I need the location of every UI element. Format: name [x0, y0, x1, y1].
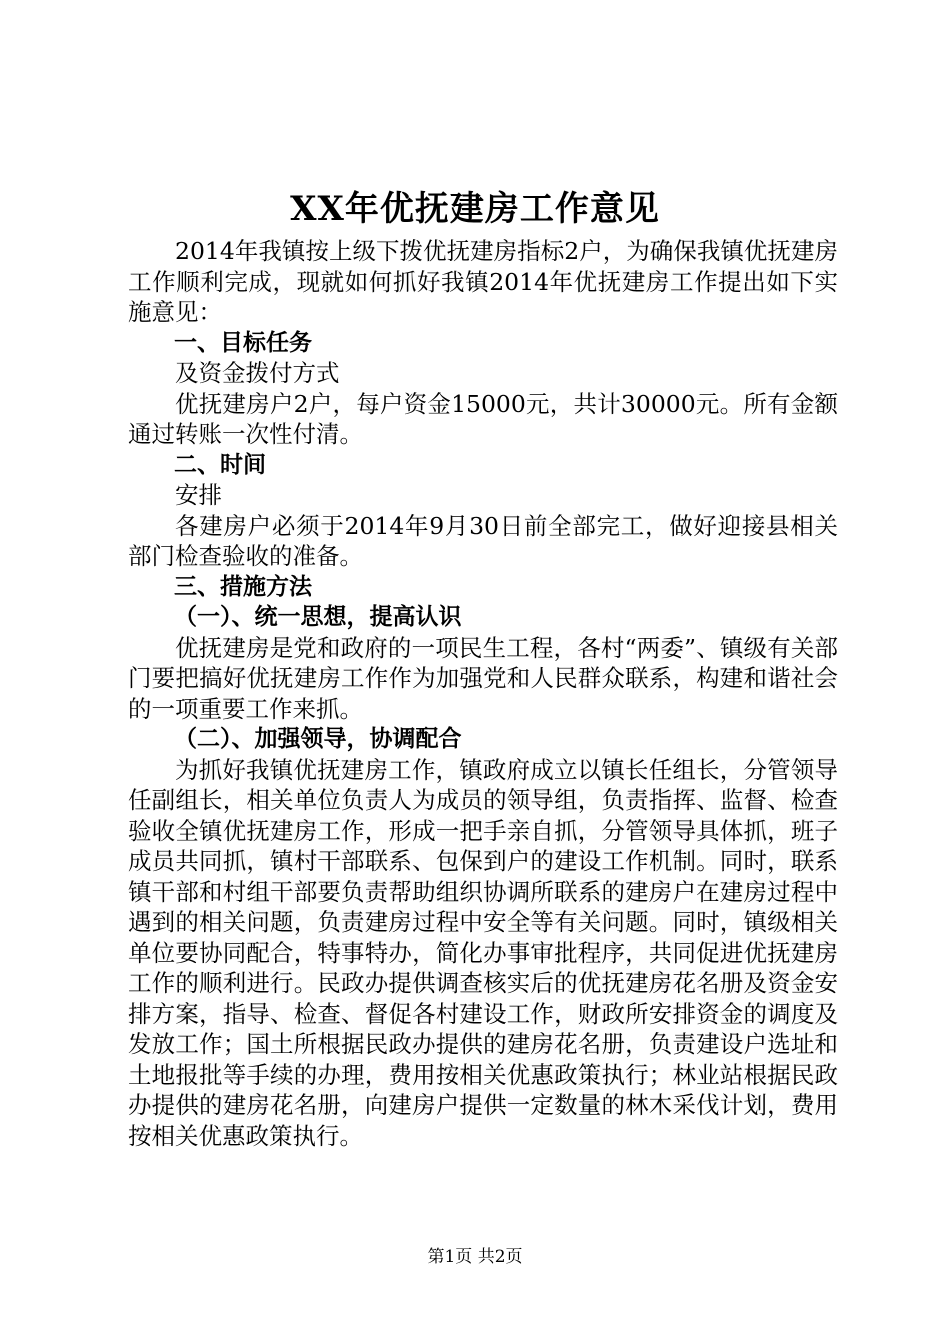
document-body [128, 236, 838, 1151]
page-footer: 第1页 共2页 [427, 1247, 523, 1267]
intro-paragraph: 2014年我镇按上级下拨优抚建房指标2户，为确保我镇优抚建房工作顺利完成，现就如何抓好我镇2014年优抚建房工作提出如下实施意见： [128, 237, 838, 326]
paragraph-funding-detail: 优抚建房户2户，每户资金15000元，共计30000元。所有金额通过转账一次性付清。 [128, 389, 838, 448]
paragraph-leadership: 为抓好我镇优抚建房工作，镇政府成立以镇长任组长，分管领导任副组长，相关单位负责人为成员的领导组，负责指挥、监督、检查验收全镇优抚建房工作，形成一把手亲自抓，分管领导具体抓，班子成员共同抓，镇村干部联系、包保到户的建设工作机制。同时，联系镇干部和村组干部要负责帮助组织协调所联系的建房户在建房过程中遇到的相关问题，负责建房过程中安全等有关问题。同时，镇级相关单位要协同配合，特事特办，简化办事审批程序，共同促进优抚建房工作的顺利进行。民政办提供调查核实后的优抚建房花名册及资金安排方案，指导、检查、督促各村建设工作，财政所安排资金的调度及发放工作；国土所根据民政办提供的建房花名册，负责建设户选址和土地报批等手续的办理，费用按相关优惠政策执行；林业站根据民政办提供的建房花名册，向建房户提供一定数量的林木采伐计划，费用按相关优惠政策执行。 [128, 755, 838, 1150]
paragraph-deadline: 各建房户必须于2014年9月30日前全部完工，做好迎接县相关部门检查验收的准备。 [128, 511, 838, 570]
section-heading-measures: 三、措施方法 [174, 573, 312, 600]
document-title: XX年优抚建房工作意见 [290, 189, 660, 229]
section-heading-time: 二、时间 [174, 451, 266, 478]
subsection-heading-2: （二）、加强领导，协调配合 [174, 726, 462, 752]
paragraph-awareness: 优抚建房是党和政府的一项民生工程，各村“两委”、镇级有关部门要把搞好优抚建房工作作为加强党和人民群众联系，构建和谐社会的一项重要工作来抓。 [128, 633, 838, 723]
paragraph-schedule: 安排 [175, 481, 222, 509]
paragraph-funding-method: 及资金拨付方式 [175, 359, 340, 387]
section-heading-goals: 一、目标任务 [174, 329, 312, 356]
subsection-heading-1: （一）、统一思想，提高认识 [174, 604, 462, 630]
